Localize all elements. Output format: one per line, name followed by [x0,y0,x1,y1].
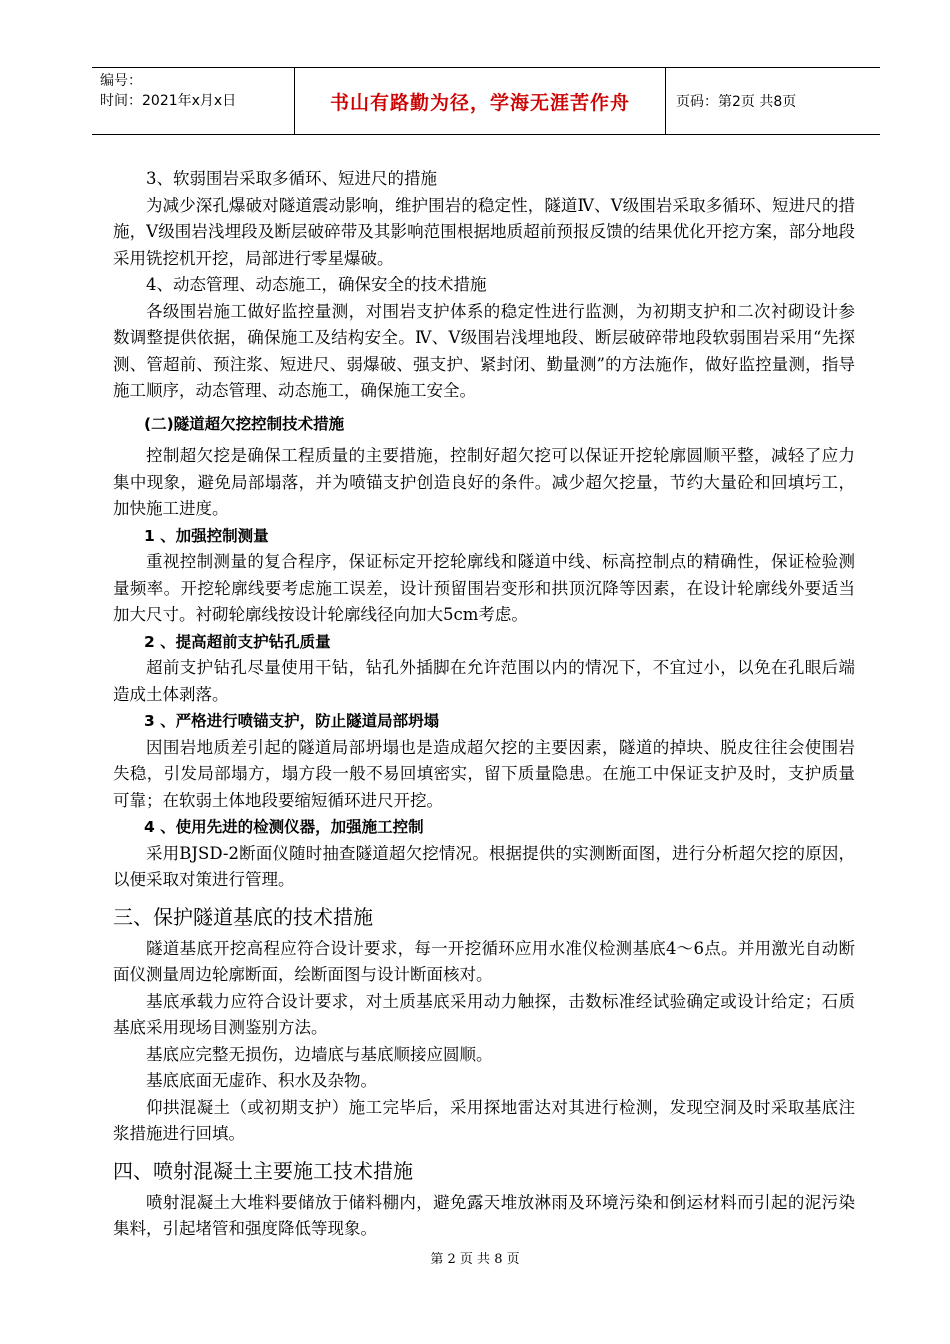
page-header [92,67,880,135]
body-paragraph: 超前支护钻孔尽量使用干钻，钻孔外插脚在允许范围以内的情况下，不宜过小，以免在孔眼后端造成土体剥落。 [113,658,855,704]
page-footer: 第 2 页 共 8 页 [430,1252,520,1267]
body-paragraph: 重视控制测量的复合程序，保证标定开挖轮廓线和隧道中线、标高控制点的精确性，保证检验测量频率。开挖轮廓线要考虑施工误差，设计预留围岩变形和拱顶沉降等因素，在设计轮廓线外要适当加大尺寸。衬砌轮廓线按设计轮廓线径向加大5cm考虑。 [113,552,855,624]
body-paragraph: 各级围岩施工做好监控量测，对围岩支护体系的稳定性进行监测，为初期支护和二次衬砌设计参数调整提供依据，确保施工及结构安全。Ⅳ、Ⅴ级围岩浅埋地段、断层破碎带地段软弱围岩采用“先探测、管超前、预注浆、短进尺、弱爆破、强支护、紧封闭、勤量测”的方法施作，做好监控量测，指导施工顺序，动态管理、动态施工，确保施工安全。 [113,301,855,400]
body-paragraph: 4、动态管理、动态施工，确保安全的技术措施 [146,275,487,294]
body-paragraph: 仰拱混凝土（或初期支护）施工完毕后，采用探地雷达对其进行检测，发现空洞及时采取基底注浆措施进行回填。 [113,1097,855,1143]
document-time-label: 时间：2021年x月x日 [100,93,237,109]
subsection-heading: (二)隧道超欠挖控制技术措施 [144,414,345,433]
body-paragraph: 控制超欠挖是确保工程质量的主要措施，控制好超欠挖可以保证开挖轮廓圆顺平整，减轻了应力集中现象，避免局部塌落，并为喷锚支护创造良好的条件。减少超欠挖量，节约大量砼和回填圬工，加快施工进度。 [113,446,855,518]
subsection-heading: 4 、使用先进的检测仪器，加强施工控制 [144,818,424,836]
section-heading: 四、喷射混凝土主要施工技术措施 [113,1158,413,1183]
subsection-heading: 1 、加强控制测量 [144,526,269,545]
subsection-heading: 3 、严格进行喷锚支护，防止隧道局部坍塌 [144,712,440,730]
subsection-heading: 2 、提高超前支护钻孔质量 [144,632,331,651]
document-body [113,166,855,1243]
body-paragraph: 基底应完整无损伤，边墙底与基底顺接应圆顺。 [146,1044,493,1064]
body-paragraph: 隧道基底开挖高程应符合设计要求，每一开挖循环应用水准仪检测基底4～6点。并用激光自动断面仪测量周边轮廓断面，绘断面图与设计断面核对。 [113,938,855,984]
header-page-label: 页码：第2页 共8页 [676,94,797,110]
body-paragraph: 基底底面无虚砟、积水及杂物。 [146,1071,377,1090]
body-paragraph: 喷射混凝土大堆料要储放于储料棚内，避免露天堆放淋雨及环境污染和倒运材料而引起的泥污染集料，引起堵管和强度降低等现象。 [113,1192,855,1238]
body-paragraph: 3、软弱围岩采取多循环、短进尺的措施 [146,169,437,188]
body-paragraph: 基底承载力应符合设计要求，对土质基底采用动力触探，击数标准经试验确定或设计给定；石质基底采用现场目测鉴别方法。 [113,991,855,1037]
header-motto: 书山有路勤为径，学海无涯苦作舟 [294,68,666,134]
body-paragraph: 采用BJSD-2断面仪随时抽查隧道超欠挖情况。根据提供的实测断面图，进行分析超欠挖的原因，以便采取对策进行管理。 [113,843,855,889]
body-paragraph: 为减少深孔爆破对隧道震动影响，维护围岩的稳定性，隧道Ⅳ、Ⅴ级围岩采取多循环、短进尺的措施，Ⅴ级围岩浅埋段及断层破碎带及其影响范围根据地质超前预报反馈的结果优化开挖方案，部分地段采用铣挖机开挖，局部进行零星爆破。 [113,195,855,268]
section-heading: 三、保护隧道基底的技术措施 [113,904,373,929]
header-info [92,68,294,134]
document-number-label: 编号： [100,73,142,89]
body-paragraph: 因围岩地质差引起的隧道局部坍塌也是造成超欠挖的主要因素，隧道的掉块、脱皮往往会使围岩失稳，引发局部塌方，塌方段一般不易回填密实，留下质量隐患。在施工中保证支护及时，支护质量可靠；在软弱土体地段要缩短循环进尺开挖。 [113,737,855,810]
